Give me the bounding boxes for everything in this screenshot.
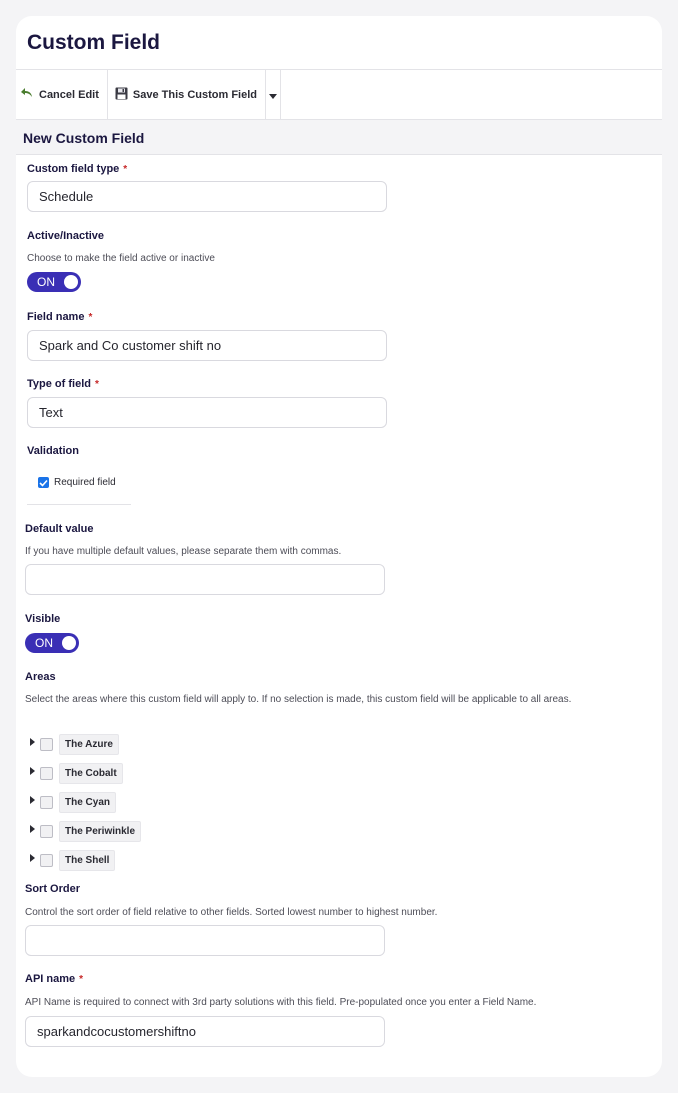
active-inactive-help: Choose to make the field active or inactive: [27, 253, 215, 264]
required-marker: *: [123, 164, 128, 175]
active-toggle-text: ON: [37, 275, 55, 289]
api-name-input[interactable]: sparkandcocustomershiftno: [25, 1016, 385, 1047]
area-label[interactable]: The Cobalt: [59, 763, 123, 784]
save-options-dropdown[interactable]: [266, 70, 281, 119]
area-row: [30, 788, 141, 817]
save-label: Save This Custom Field: [132, 88, 257, 101]
default-value-input[interactable]: [25, 564, 385, 595]
toolbar: [16, 70, 662, 120]
validation-divider: [27, 504, 131, 505]
floppy-disk-icon: [115, 87, 128, 103]
validation-label: Validation: [27, 445, 79, 457]
area-checkbox[interactable]: [40, 825, 53, 838]
undo-icon: [20, 87, 34, 102]
custom-field-type-select[interactable]: Schedule: [27, 181, 387, 212]
toggle-knob: [64, 275, 78, 289]
sort-order-help: Control the sort order of field relative to other fields. Sorted lowest number to highest number.: [25, 907, 438, 918]
area-checkbox[interactable]: [40, 767, 53, 780]
area-label[interactable]: The Periwinkle: [59, 821, 141, 842]
sort-order-input[interactable]: [25, 925, 385, 956]
active-inactive-label: Active/Inactive: [27, 230, 105, 242]
area-label[interactable]: The Cyan: [59, 792, 116, 813]
toggle-knob: [62, 636, 76, 650]
area-row: [30, 817, 141, 846]
cancel-edit-label: Cancel Edit: [39, 88, 99, 101]
visible-toggle-text: ON: [35, 636, 53, 650]
area-label[interactable]: The Shell: [59, 850, 115, 871]
sort-order-label: Sort Order: [25, 883, 81, 895]
required-marker: *: [88, 312, 93, 323]
active-toggle[interactable]: [27, 272, 81, 292]
area-row: [30, 730, 141, 759]
required-field-label: Required field: [54, 477, 116, 488]
area-checkbox[interactable]: [40, 796, 53, 809]
visible-toggle[interactable]: [25, 633, 79, 653]
default-value-help: If you have multiple default values, please separate them with commas.: [25, 546, 342, 557]
areas-help: Select the areas where this custom field will apply to. If no selection is made, this custom field will be applicable to all areas.: [25, 694, 572, 705]
custom-field-card: [16, 16, 662, 1077]
field-name-label: Field name *: [27, 311, 93, 323]
custom-field-type-label: Custom field type *: [27, 163, 128, 175]
type-of-field-label: Type of field *: [27, 378, 99, 390]
area-row: [30, 759, 141, 788]
required-field-checkbox[interactable]: [38, 477, 49, 488]
expand-icon[interactable]: [30, 767, 35, 775]
area-checkbox[interactable]: [40, 854, 53, 867]
type-of-field-select[interactable]: Text: [27, 397, 387, 428]
expand-icon[interactable]: [30, 738, 35, 746]
page-title: Custom Field: [16, 16, 662, 70]
api-name-label: API name *: [25, 973, 84, 985]
area-checkbox[interactable]: [40, 738, 53, 751]
expand-icon[interactable]: [30, 854, 35, 862]
area-row: [30, 846, 141, 875]
required-marker: *: [94, 379, 99, 390]
visible-label: Visible: [25, 613, 61, 625]
expand-icon[interactable]: [30, 825, 35, 833]
cancel-edit-button[interactable]: [16, 70, 108, 119]
required-field-row[interactable]: [38, 477, 116, 488]
caret-down-icon: [269, 86, 277, 104]
checkmark-icon: [39, 479, 48, 487]
area-label[interactable]: The Azure: [59, 734, 119, 755]
api-name-help: API Name is required to connect with 3rd party solutions with this field. Pre-populated once you enter a Field Name.: [25, 997, 537, 1008]
areas-label: Areas: [25, 671, 56, 683]
expand-icon[interactable]: [30, 796, 35, 804]
default-value-label: Default value: [25, 523, 94, 535]
field-name-input[interactable]: Spark and Co customer shift no: [27, 330, 387, 361]
areas-tree: [30, 730, 141, 875]
save-custom-field-button[interactable]: [108, 70, 266, 119]
required-marker: *: [79, 974, 84, 985]
section-title: New Custom Field: [16, 120, 662, 155]
